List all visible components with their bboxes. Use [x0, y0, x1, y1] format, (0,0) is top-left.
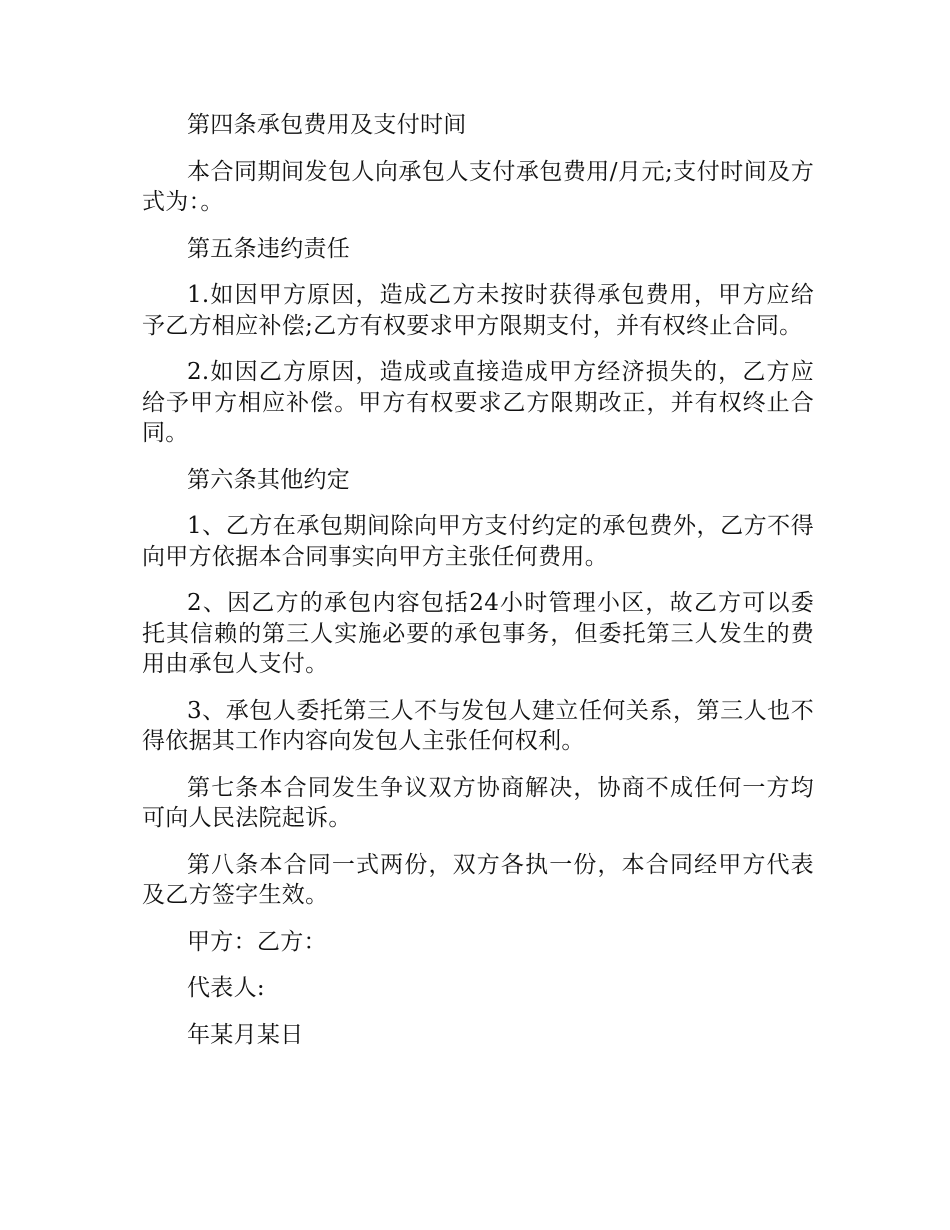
signature-parties-line: 甲方：乙方：	[187, 928, 327, 955]
signature-representative-line: 代表人:	[187, 975, 265, 1001]
paragraph-breach-party-a: 1.如因甲方原因，造成乙方未按时获得承包费用，甲方应给予乙方相应补偿;乙方有权要求甲方限期支付，并有权终止合同。	[142, 282, 814, 339]
paragraph-other-terms-2: 2、因乙方的承包内容包括24小时管理小区，故乙方可以委托其信赖的第三人实施必要的承包事务，但委托第三人发生的费用由承包人支付。	[142, 590, 814, 677]
paragraph-article-8: 第八条本合同一式两份，双方各执一份，本合同经甲方代表及乙方签字生效。	[142, 851, 814, 908]
signature-date-line: 年某月某日	[187, 1021, 304, 1048]
section-heading-article-5: 第五条违约责任	[187, 235, 351, 262]
paragraph-article-7: 第七条本合同发生争议双方协商解决，协商不成任何一方均可向人民法院起诉。	[142, 774, 814, 831]
section-heading-article-6: 第六条其他约定	[187, 466, 351, 493]
paragraph-other-terms-1: 1、乙方在承包期间除向甲方支付约定的承包费外，乙方不得向甲方依据本合同事实向甲方主张任何费用。	[142, 513, 814, 570]
paragraph-payment-terms: 本合同期间发包人向承包人支付承包费用/月元;支付时间及方式为：。	[142, 158, 814, 215]
document-body	[142, 110, 814, 1066]
section-heading-article-4: 第四条承包费用及支付时间	[187, 112, 467, 138]
paragraph-breach-party-b: 2.如因乙方原因，造成或直接造成甲方经济损失的，乙方应给予甲方相应补偿。甲方有权要求乙方限期改正，并有权终止合同。	[142, 359, 814, 446]
paragraph-other-terms-3: 3、承包人委托第三人不与发包人建立任何关系，第三人也不得依据其工作内容向发包人主张任何权利。	[142, 697, 814, 754]
